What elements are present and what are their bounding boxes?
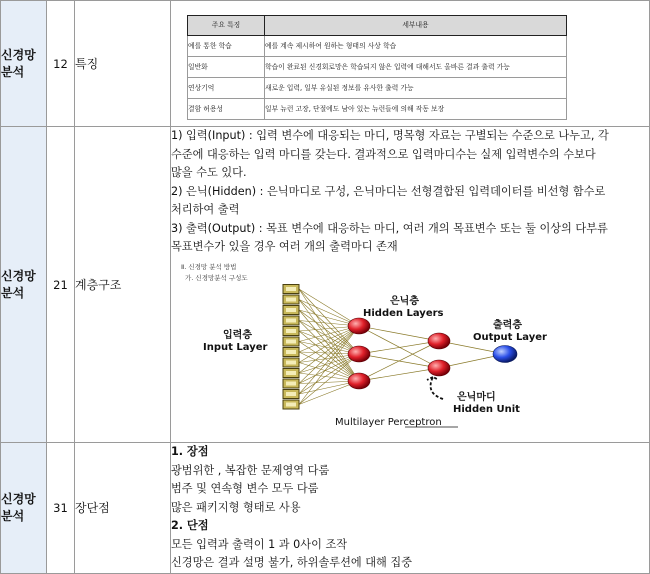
table-row xyxy=(1,1,650,127)
feature-header-key: 주요 특징 xyxy=(188,16,265,36)
input-node-highlight xyxy=(286,360,296,364)
text-line: 3) 출력(Output) : 목표 변수에 대응하는 마디, 여러 개의 목표변수 또는 둘 이상의 다부류 xyxy=(171,221,608,235)
connection-line xyxy=(359,341,439,354)
input-node-highlight xyxy=(286,287,296,291)
feature-table xyxy=(187,15,567,120)
hidden-layer-en: Hidden Layers xyxy=(363,307,444,319)
text-line: 많을 수도 있다. xyxy=(171,166,247,179)
output-node-group xyxy=(493,345,517,362)
input-node-highlight xyxy=(286,381,296,385)
input-node-highlight xyxy=(286,392,296,396)
hidden-unit-en: Hidden Unit xyxy=(453,403,520,415)
category-cell: 신경망 분석 xyxy=(1,443,47,574)
list-item: 광범위한 , 복잡한 문제영역 다룸 xyxy=(171,463,330,477)
diagram-heading-1: Ⅱ. 신경망 분석 방법 xyxy=(181,262,237,271)
feature-row xyxy=(188,98,567,119)
diagram-caption: Multilayer Perceptron xyxy=(335,416,442,428)
text-line: 목표변수가 있을 경우 여러 개의 출력마디 존재 xyxy=(171,240,398,253)
text-line: 1) 입력(Input) : 입력 변수에 대응되는 마디, 명목형 자료는 구별되는 수준으로 나누고, 각 xyxy=(171,129,609,142)
input-node-highlight xyxy=(286,329,296,333)
text-line: 수준에 대응하는 입력 마디를 갖는다. 결과적으로 입력마디수는 실제 입력변수의 수보다 xyxy=(171,147,596,161)
list-item: 범주 및 연속형 변수 모두 다룸 xyxy=(171,482,319,495)
feature-key: 결함 허용성 xyxy=(188,98,265,119)
feature-key: 예를 통한 학습 xyxy=(188,35,265,56)
input-node-highlight xyxy=(286,371,296,375)
category-cell: 신경망 분석 xyxy=(1,1,47,127)
section-title: 2. 단점 xyxy=(171,519,209,532)
feature-key: 일반화 xyxy=(188,56,265,77)
mlp-diagram xyxy=(175,261,555,436)
feature-row xyxy=(188,35,567,56)
input-layer-en: Input Layer xyxy=(203,341,268,353)
input-node-highlight xyxy=(286,308,296,312)
output-node xyxy=(493,345,517,362)
connection-line xyxy=(359,326,439,341)
table-row xyxy=(1,443,650,574)
input-node-highlight xyxy=(286,402,296,406)
section-title: 1. 장점 xyxy=(171,445,209,458)
output-layer-kr: 출력층 xyxy=(493,319,522,331)
feature-detail: 예를 계속 제시하여 원하는 형태의 사상 학습 xyxy=(265,35,567,56)
hidden-unit-kr: 은닉마디 xyxy=(457,391,496,403)
category-cell: 신경망 분석 xyxy=(1,127,47,443)
input-node-highlight xyxy=(286,350,296,354)
feature-detail: 일부 뉴런 고장, 단절에도 남아 있는 뉴런들에 의해 작동 보장 xyxy=(265,98,567,119)
number-cell: 31 xyxy=(47,443,75,574)
list-item: 모든 입력과 출력이 1 과 0사이 조작 xyxy=(171,537,348,551)
hidden-node xyxy=(348,346,370,362)
term-cell: 장단점 xyxy=(75,443,171,574)
input-node-group xyxy=(283,284,299,409)
feature-detail: 새로운 입력, 일부 유실된 정보를 유사한 출력 가능 xyxy=(265,77,567,98)
number-cell: 21 xyxy=(47,127,75,443)
hidden-node xyxy=(428,360,450,376)
number-cell: 12 xyxy=(47,1,75,127)
output-layer-en: Output Layer xyxy=(473,331,547,343)
term-cell: 특징 xyxy=(75,1,171,127)
hidden-node xyxy=(348,318,370,334)
content-cell xyxy=(171,443,650,574)
input-node-highlight xyxy=(286,339,296,343)
text-line: 2) 은닉(Hidden) : 은닉마디로 구성, 은닉마디는 선형결합된 입력데이터를 비선형 함수로 xyxy=(171,184,606,198)
input-node-highlight xyxy=(286,318,296,322)
text-line: 처리하여 출력 xyxy=(171,203,240,216)
input-node-highlight xyxy=(286,297,296,301)
hidden-node xyxy=(428,333,450,349)
hidden-unit-pointer xyxy=(427,377,443,399)
diagram-heading-2: 가. 신경망분석 구성도 xyxy=(185,273,248,282)
feature-row xyxy=(188,56,567,77)
term-cell: 계층구조 xyxy=(75,127,171,443)
content-cell xyxy=(171,1,650,127)
feature-key: 연상기억 xyxy=(188,77,265,98)
feature-header-detail: 세부내용 xyxy=(265,16,567,36)
hidden-layer-kr: 은닉층 xyxy=(390,295,419,307)
feature-row xyxy=(188,77,567,98)
input-layer-kr: 입력층 xyxy=(223,329,252,341)
feature-detail: 학습이 완료된 신경회로망은 학습되지 않은 입력에 대해서도 올바른 결과 출력 가능 xyxy=(265,56,567,77)
hidden-node xyxy=(348,373,370,389)
content-cell xyxy=(171,127,650,443)
list-item: 많은 패키지형 형태로 사용 xyxy=(171,500,301,514)
list-item: 신경망은 결과 설명 불가, 하위솔루션에 대해 집중 xyxy=(171,556,413,569)
table-row xyxy=(1,127,650,443)
